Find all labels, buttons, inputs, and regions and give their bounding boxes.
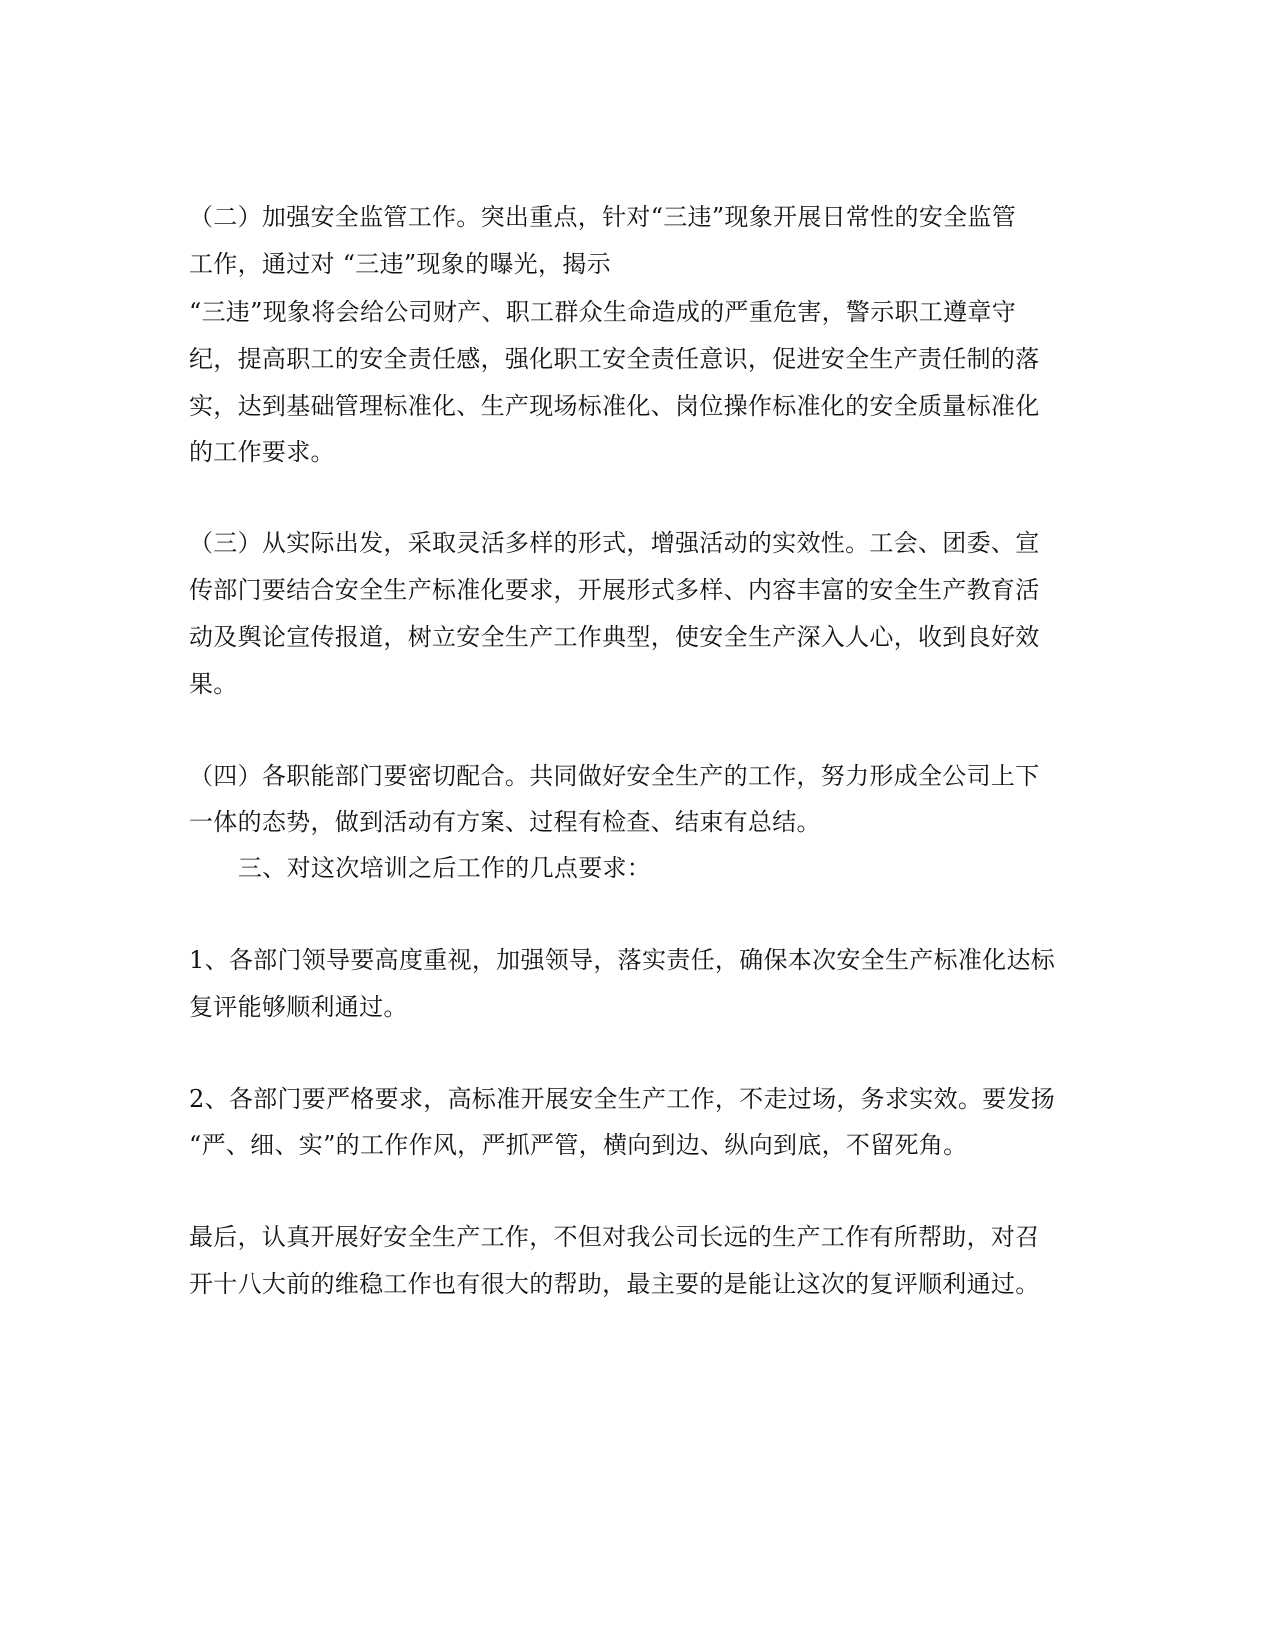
requirement-1-line-1: 1、各部门领导要高度重视，加强领导，落实责任，确保本次安全生产标准化达标 <box>189 946 1056 974</box>
paragraph-2-line-2: 工作，通过对 “三违”现象的曝光，揭示 <box>189 250 611 278</box>
paragraph-2-line-1: （二）加强安全监管工作。突出重点，针对“三违”现象开展日常性的安全监管 <box>189 203 1017 231</box>
closing-line-1: 最后，认真开展好安全生产工作，不但对我公司长远的生产工作有所帮助，对召 <box>189 1223 1040 1251</box>
paragraph-2b-line-4: 的工作要求。 <box>189 438 335 466</box>
paragraph-3-line-2: 传部门要结合安全生产标准化要求，开展形式多样、内容丰富的安全生产教育活 <box>189 576 1040 604</box>
paragraph-3-line-1: （三）从实际出发，采取灵活多样的形式，增强活动的实效性。工会、团委、宣 <box>189 529 1040 557</box>
paragraph-2b-line-1: “三违”现象将会给公司财产、职工群众生命造成的严重危害，警示职工遵章守 <box>189 298 1017 326</box>
paragraph-2b-line-2: 纪，提高职工的安全责任感，强化职工安全责任意识，促进安全生产责任制的落 <box>189 345 1040 373</box>
closing-line-2: 开十八大前的维稳工作也有很大的帮助，最主要的是能让这次的复评顺利通过。 <box>189 1270 1040 1298</box>
requirement-2-line-2: “严、细、实”的工作作风，严抓严管，横向到边、纵向到底，不留死角。 <box>189 1131 968 1159</box>
paragraph-3-line-3: 动及舆论宣传报道，树立安全生产工作典型，使安全生产深入人心，收到良好效 <box>189 623 1040 651</box>
paragraph-4-line-2: 一体的态势，做到活动有方案、过程有检查、结束有总结。 <box>189 808 821 836</box>
paragraph-3-line-4: 果。 <box>189 670 238 698</box>
requirement-1-line-2: 复评能够顺利通过。 <box>189 993 408 1021</box>
requirement-2-line-1: 2、各部门要严格要求，高标准开展安全生产工作，不走过场，务求实效。要发扬 <box>189 1085 1056 1113</box>
paragraph-4-line-1: （四）各职能部门要密切配合。共同做好安全生产的工作，努力形成全公司上下 <box>189 762 1040 790</box>
paragraph-2b-line-3: 实，达到基础管理标准化、生产现场标准化、岗位操作标准化的安全质量标准化 <box>189 392 1040 420</box>
section-heading-requirements: 三、对这次培训之后工作的几点要求： <box>238 854 652 882</box>
